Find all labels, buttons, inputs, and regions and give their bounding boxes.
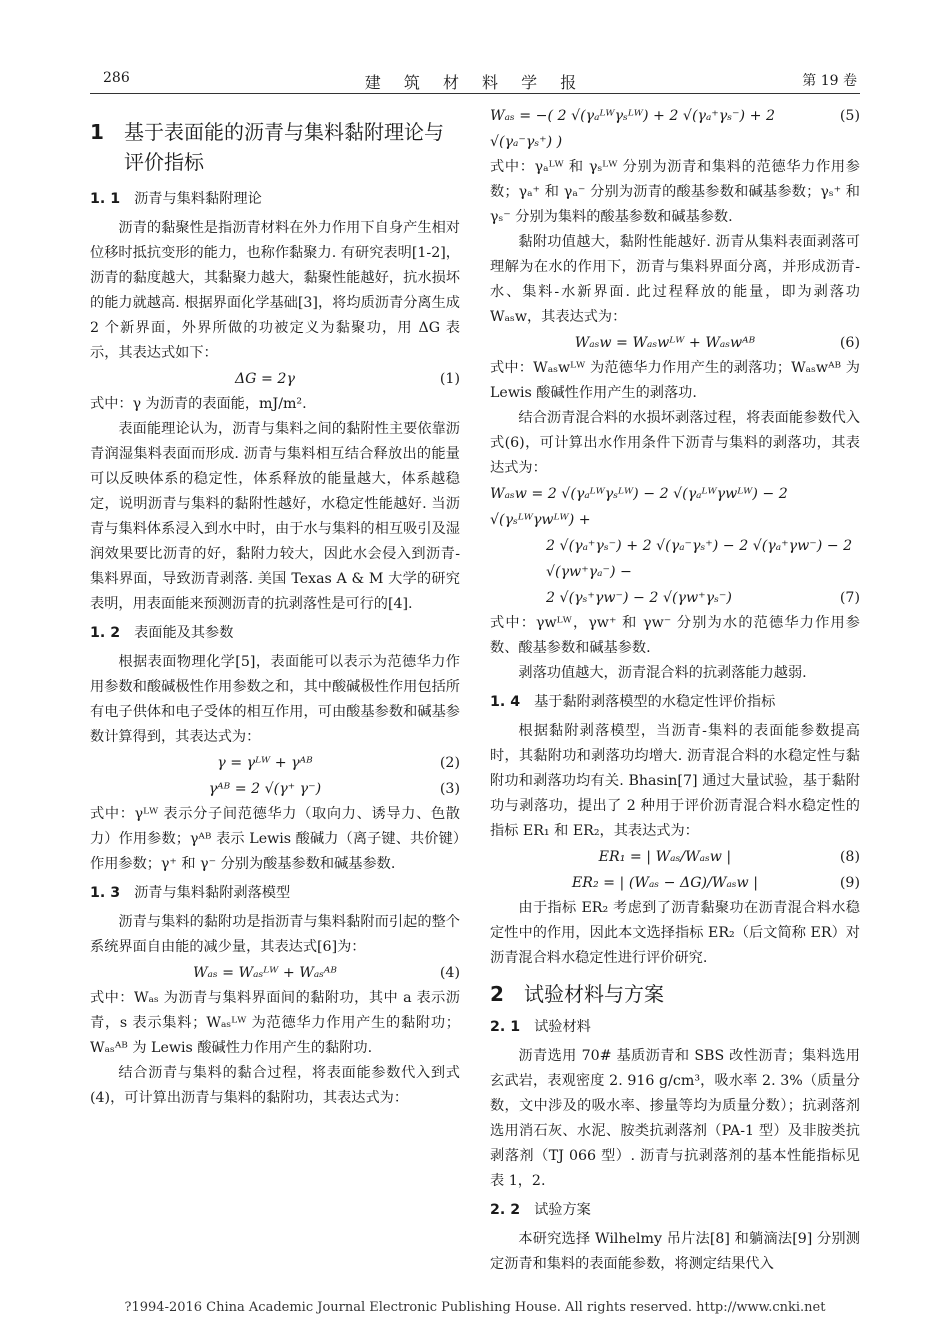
equation-1: ΔG = 2γ (1)	[234, 371, 460, 387]
paragraph: 式中：γₐᴸᵂ 和 γₛᴸᵂ 分别为沥青和集料的范德华力作用参数；γₐ⁺ 和 γₐ⁻ 分别为沥青的酸基参数和碱基参数；γₛ⁺ 和 γₛ⁻ 分别为集料的酸基参数和碱基参数.	[490, 159, 860, 225]
section-number: 2	[490, 982, 504, 1006]
section-1-heading	[90, 117, 460, 177]
section-title: 基于表面能的沥青与集料黏附理论与评价指标	[124, 120, 444, 174]
paragraph: 本研究选择 Wilhelmy 吊片法[8] 和躺滴法[9] 分别测定沥青和集料的表面能参数，将测定结果代入	[490, 1231, 860, 1272]
journal-title: 建 筑 材 料 学 报	[364, 73, 586, 92]
paragraph: 式中：γ 为沥青的表面能，mJ/m².	[90, 396, 307, 412]
paragraph: 式中：γwᴸᵂ，γw⁺ 和 γw⁻ 分别为水的范德华力作用参数、酸基参数和碱基参数.	[490, 615, 860, 656]
subsection-1-4-heading: 1. 4 基于黏附剥落模型的水稳定性评价指标	[490, 694, 776, 710]
page-header	[0, 0, 950, 100]
section-2-heading	[490, 979, 860, 1009]
paragraph: 沥青的黏聚性是指沥青材料在外力作用下自身产生相对位移时抵抗变形的能力，也称作黏聚力. 有研究表明[1-2]，沥青的黏度越大，其黏聚力越大，黏聚性能越好，抗水损坏的能力就越高. 根据界面化学基础[3]，将均质沥青分离生成 2 个新界面，外界所做的功被定义为黏聚功，用 ΔG 表示，其表达式如下：	[90, 220, 460, 361]
paragraph: 根据黏附剥落模型，当沥青-集料的表面能参数提高时，其黏附功和剥落功均增大. 沥青混合料的水稳定性与黏附功和剥落功均有关. Bhasin[7] 通过大量试验，基于黏附功与剥落功，提出了 2 种用于评价沥青混合料水稳定性的指标 ER₁ 和 ER₂，其表达式为：	[490, 723, 860, 839]
subsection-2-1-heading: 2. 1 试验材料	[490, 1019, 591, 1035]
copyright-footer: ?1994-2016 China Academic Journal Electronic Publishing House. All rights reserved. http://www.cnki.net	[124, 1300, 826, 1315]
volume-label: 第 19 卷	[802, 73, 857, 89]
paragraph: 式中：γᴸᵂ 表示分子间范德华力（取向力、诱导力、色散力）作用参数；γᴬᴮ 表示 Lewis 酸碱力（离子键、共价键）作用参数；γ⁺ 和 γ⁻ 分别为酸基参数和碱基参数.	[90, 806, 460, 872]
equation-9: ER₂ = | (Wₐₛ − ΔG)/Wₐₛw | (9)	[571, 875, 860, 891]
subsection-2-2-heading: 2. 2 试验方案	[490, 1202, 591, 1218]
paragraph: 表面能理论认为，沥青与集料之间的黏附性主要依靠沥青润湿集料表面而形成. 沥青与集料相互结合释放出的能量可以反映体系的稳定性，体系释放的能量越大，体系越稳定，说明沥青与集料的黏附性越好，水稳定性能越好. 当沥青与集料体系浸入到水中时，由于水与集料的相互吸引及湿润效果要比沥青的好，黏附力较大，因此水会侵入到沥青-集料界面，导致沥青剥落. 美国 Texas A & M 大学的研究表明，用表面能来预测沥青的抗剥落性是可行的[4].	[90, 421, 460, 612]
header-rule	[90, 93, 860, 94]
equation-7-line-2: 2 √(γₐ⁺γₛ⁻) + 2 √(γₐ⁻γₛ⁺) − 2 √(γₐ⁺γw⁻) − 2 √(γw⁺γₐ⁻) −	[546, 538, 853, 580]
section-title: 试验材料与方案	[524, 982, 664, 1006]
paragraph: 剥落功值越大，沥青混合料的抗剥落能力越弱.	[518, 665, 807, 681]
paragraph: 结合沥青混合料的水损坏剥落过程，将表面能参数代入式(6)，可计算出水作用条件下沥青与集料的剥落功，其表达式为：	[490, 410, 860, 476]
left-column	[90, 103, 460, 1111]
right-column	[490, 103, 860, 1277]
page-number: 286	[103, 70, 130, 86]
equation-6: Wₐₛw = Wₐₛwᴸᵂ + Wₐₛwᴬᴮ (6)	[574, 335, 860, 351]
paragraph: 沥青选用 70# 基质沥青和 SBS 改性沥青；集料选用玄武岩，表观密度 2. 916 g/cm³，吸水率 2. 3%（质量分数，文中涉及的吸水率、掺量等均为质量分数）；抗剥落剂选用消石灰、水泥、胺类抗剥落剂（PA-1 型）及非胺类抗剥落剂（TJ 066 型）. 沥青与抗剥落剂的基本性能指标见表 1，2.	[490, 1048, 860, 1189]
subsection-1-1-heading: 1. 1 沥青与集料黏附理论	[90, 191, 262, 207]
equation-7-line-1: Wₐₛw = 2 √(γₐᴸᵂγₛᴸᵂ) − 2 √(γₐᴸᵂγwᴸᵂ) − 2 √(γₛᴸᵂγwᴸᵂ) +	[490, 486, 788, 528]
paragraph: 式中：Wₐₛ 为沥青与集料界面间的黏附功，其中 a 表示沥青，s 表示集料；Wₐₛᴸᵂ 为范德华力作用产生的黏附功；Wₐₛᴬᴮ 为 Lewis 酸碱性力作用产生的黏附功.	[90, 990, 460, 1056]
equation-2: γ = γᴸᵂ + γᴬᴮ (2)	[217, 755, 460, 771]
equation-3: γᴬᴮ = 2 √(γ⁺ γ⁻) (3)	[208, 781, 460, 797]
equation-8: ER₁ = | Wₐₛ/Wₐₛw | (8)	[598, 849, 860, 865]
subsection-1-2-heading: 1. 2 表面能及其参数	[90, 625, 234, 641]
paragraph: 根据表面物理化学[5]，表面能可以表示为范德华力作用参数和酸碱极性作用参数之和，其中酸碱极性作用包括所有电子供体和电子受体的相互作用，可由酸基参数和碱基参数计算得到，其表达式为：	[90, 654, 460, 745]
paragraph: 结合沥青与集料的黏合过程，将表面能参数代入到式(4)，可计算出沥青与集料的黏附功，其表达式为：	[90, 1065, 460, 1106]
section-number: 1	[90, 120, 104, 144]
equation-4: Wₐₛ = Wₐₛᴸᵂ + Wₐₛᴬᴮ (4)	[192, 965, 460, 981]
equation-5: Wₐₛ = −( 2 √(γₐᴸᵂγₛᴸᵂ) + 2 √(γₐ⁺γₛ⁻) + 2 √(γₐ⁻γₛ⁺) ) (5)	[490, 108, 860, 150]
paragraph: 沥青与集料的黏附功是指沥青与集料黏附而引起的整个系统界面自由能的减少量，其表达式[6]为：	[90, 914, 460, 955]
paragraph: 黏附功值越大，黏附性能越好. 沥青从集料表面剥落可理解为在水的作用下，沥青与集料界面分离，并形成沥青-水、集料-水新界面. 此过程释放的能量，即为剥落功 Wₐₛw，其表达式为：	[490, 234, 860, 325]
paragraph: 式中：Wₐₛwᴸᵂ 为范德华力作用产生的剥落功；Wₐₛwᴬᴮ 为 Lewis 酸碱性作用产生的剥落功.	[490, 360, 860, 401]
paragraph: 由于指标 ER₂ 考虑到了沥青黏聚功在沥青混合料水稳定性中的作用，因此本文选择指标 ER₂（后文简称 ER）对沥青混合料水稳定性进行评价研究.	[490, 900, 860, 966]
equation-7-line-3: 2 √(γₛ⁺γw⁻) − 2 √(γw⁺γₛ⁻) (7)	[546, 590, 860, 606]
subsection-1-3-heading: 1. 3 沥青与集料黏附剥落模型	[90, 885, 291, 901]
